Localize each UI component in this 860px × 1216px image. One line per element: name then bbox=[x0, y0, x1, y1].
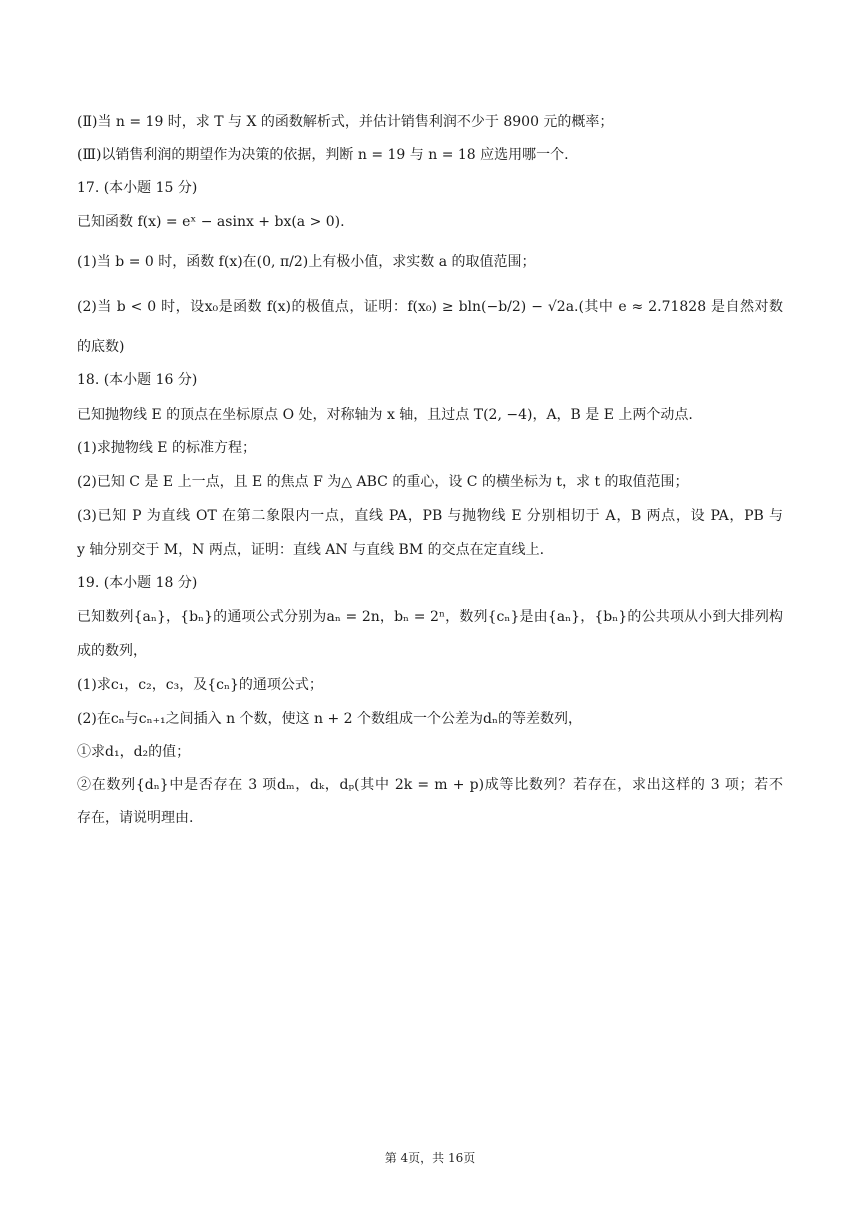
text-line: (2)在cₙ与cₙ₊₁之间插入 n 个数，使这 n + 2 个数组成一个公差为dₙ的等差数列， bbox=[77, 711, 583, 727]
text-line: y 轴分别交于 M，N 两点，证明：直线 AN 与直线 BM 的交点在定直线上. bbox=[77, 542, 545, 558]
text-line: (2)当 b < 0 时，设x₀是函数 f(x)的极值点，证明：f(x₀) ≥ bln(−b/2) − √2a.(其中 e ≈ 2.71828 是自然对数 bbox=[77, 299, 783, 315]
text-line: (1)求c₁，c₂，c₃，及{cₙ}的通项公式； bbox=[77, 677, 323, 693]
text-line: ②在数列{dₙ}中是否存在 3 项dₘ，dₖ，dₚ(其中 2k = m + p)成等比数列？若存在，求出这样的 3 项；若不 bbox=[77, 777, 783, 793]
question-18-heading: 18. (本小题 16 分) bbox=[77, 372, 198, 388]
text-line: 已知数列{aₙ}，{bₙ}的通项公式分别为aₙ = 2n，bₙ = 2ⁿ，数列{cₙ}是由{aₙ}，{bₙ}的公共项从小到大排列构 bbox=[77, 609, 783, 625]
text-line: 已知抛物线 E 的顶点在坐标原点 O 处，对称轴为 x 轴，且过点 T(2, −4)，A，B 是 E 上两个动点. bbox=[77, 407, 693, 423]
text-line: 成的数列， bbox=[77, 643, 147, 659]
text-line: (3)已知 P 为直线 OT 在第二象限内一点，直线 PA，PB 与抛物线 E 分别相切于 A，B 两点，设 PA，PB 与 bbox=[77, 508, 783, 524]
question-17-heading: 17. (本小题 15 分) bbox=[77, 180, 198, 196]
page-footer: 第 4页，共 16页 bbox=[384, 1151, 476, 1165]
question-19-heading: 19. (本小题 18 分) bbox=[77, 575, 198, 591]
text-line: (1)当 b = 0 时，函数 f(x)在(0, π/2)上有极小值，求实数 a 的取值范围； bbox=[77, 254, 536, 270]
text-line: 的底数) bbox=[77, 339, 125, 355]
text-line: (1)求抛物线 E 的标准方程； bbox=[77, 440, 256, 456]
text-line: 存在，请说明理由. bbox=[77, 810, 194, 826]
text-line: (Ⅱ)当 n = 19 时，求 T 与 X 的函数解析式，并估计销售利润不少于 8900 元的概率； bbox=[77, 114, 614, 130]
text-line: (2)已知 C 是 E 上一点，且 E 的焦点 F 为△ ABC 的重心，设 C 的横坐标为 t，求 t 的取值范围； bbox=[77, 474, 689, 490]
text-line: 已知函数 f(x) = eˣ − asinx + bx(a > 0). bbox=[77, 214, 345, 230]
text-line: ①求d₁，d₂的值； bbox=[77, 744, 191, 760]
text-line: (Ⅲ)以销售利润的期望作为决策的依据，判断 n = 19 与 n = 18 应选用哪一个. bbox=[77, 147, 569, 163]
